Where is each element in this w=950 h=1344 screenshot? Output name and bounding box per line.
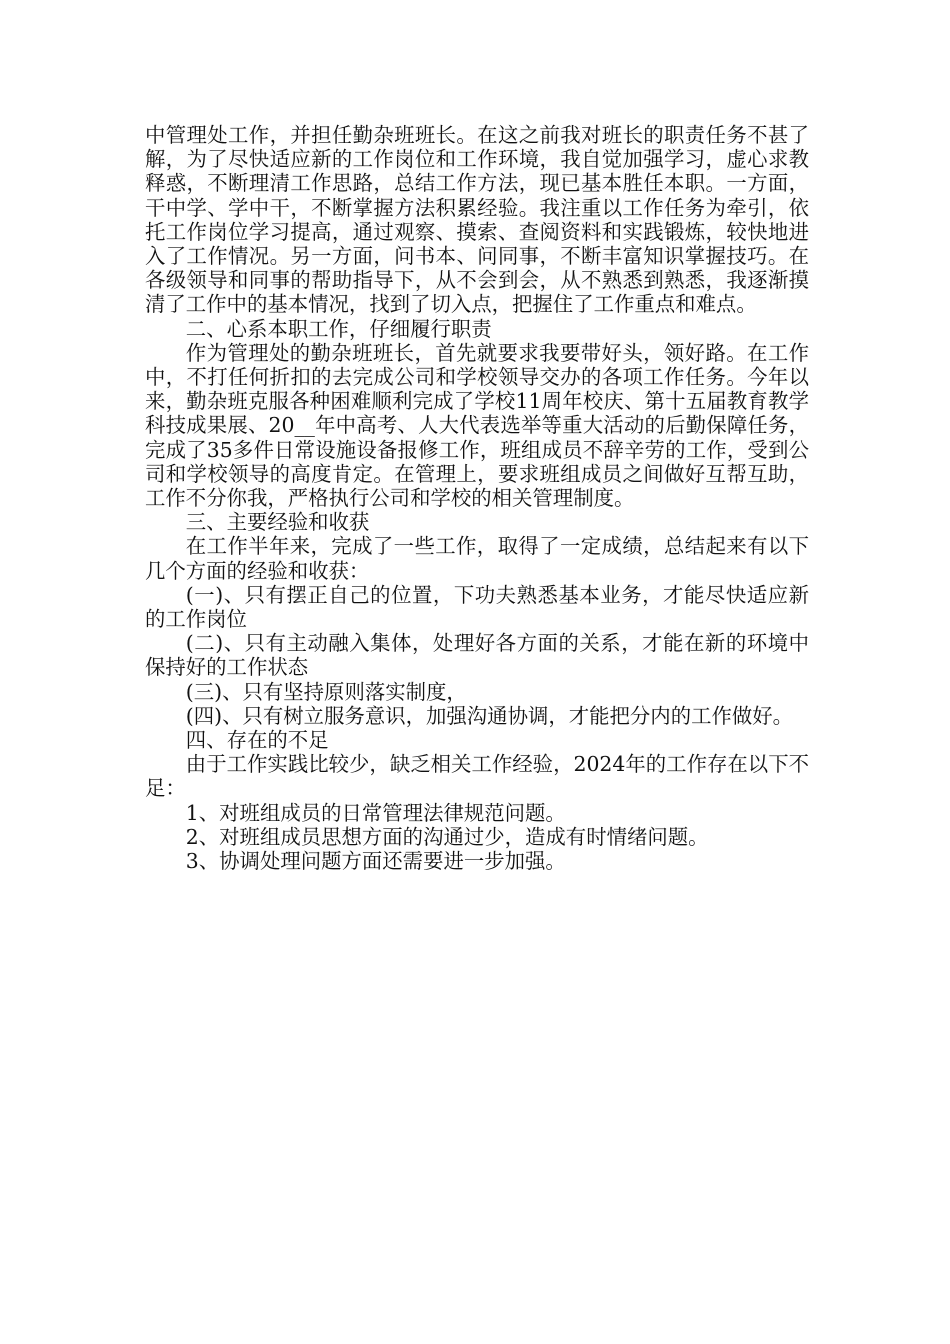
list-item-experience-3: (三)、只有坚持原则落实制度， — [185, 679, 467, 704]
list-item-shortcoming-1: 1、对班组成员的日常管理法律规范问题。 — [185, 800, 566, 825]
document-page — [145, 123, 809, 873]
list-item-experience-1: (一)、只有摆正自己的位置，下功夫熟悉基本业务，才能尽快适应新的工作岗位 — [145, 582, 809, 632]
section-heading-experience: 三、主要经验和收获 — [185, 510, 370, 535]
paragraph-experience-intro: 在工作半年来，完成了一些工作，取得了一定成绩，总结起来有以下几个方面的经验和收获： — [145, 534, 809, 583]
section-heading-shortcomings: 四、存在的不足 — [185, 728, 329, 753]
section-heading-duties: 二、心系本职工作，仔细履行职责 — [185, 316, 492, 341]
paragraph-continuation: 中管理处工作，并担任勤杂班班长。在这之前我对班长的职责任务不甚了解，为了尽快适应新的工作岗位和工作环境，我自觉加强学习，虚心求教释惑，不断理清工作思路，总结工作方法，现已基本胜任本职。一方面，干中学、学中干，不断掌握方法积累经验。我注重以工作任务为牵引，依托工作岗位学习提高，通过观察、摸索、查阅资料和实践锻炼，较快地进入了工作情况。另一方面，问书本、问同事，不断丰富知识掌握技巧。在各级领导和同事的帮助指导下，从不会到会，从不熟悉到熟悉，我逐渐摸清了工作中的基本情况，找到了切入点，把握住了工作重点和难点。 — [145, 123, 809, 317]
paragraph-shortcomings-intro: 由于工作实践比较少，缺乏相关工作经验，2024年的工作存在以下不足： — [145, 752, 809, 801]
list-item-shortcoming-3: 3、协调处理问题方面还需要进一步加强。 — [185, 849, 566, 874]
list-item-experience-2: (二)、只有主动融入集体，处理好各方面的关系，才能在新的环境中保持好的工作状态 — [145, 631, 809, 680]
paragraph-duties: 作为管理处的勤杂班班长，首先就要求我要带好头，领好路。在工作中，不打任何折扣的去完成公司和学校领导交办的各项工作任务。今年以来，勤杂班克服各种困难顺利完成了学校11周年校庆、第十五届教育教学科技成果展、20__年中高考、人大代表选举等重大活动的后勤保障任务，完成了35多件日常设施设备报修工作，班组成员不辞辛劳的工作，受到公司和学校领导的高度肯定。在管理上，要求班组成员之间做好互帮互助，工作不分你我，严格执行公司和学校的相关管理制度。 — [145, 340, 809, 511]
list-item-experience-4: (四)、只有树立服务意识，加强沟通协调，才能把分内的工作做好。 — [185, 703, 794, 728]
list-item-shortcoming-2: 2、对班组成员思想方面的沟通过少，造成有时情绪问题。 — [185, 824, 709, 849]
